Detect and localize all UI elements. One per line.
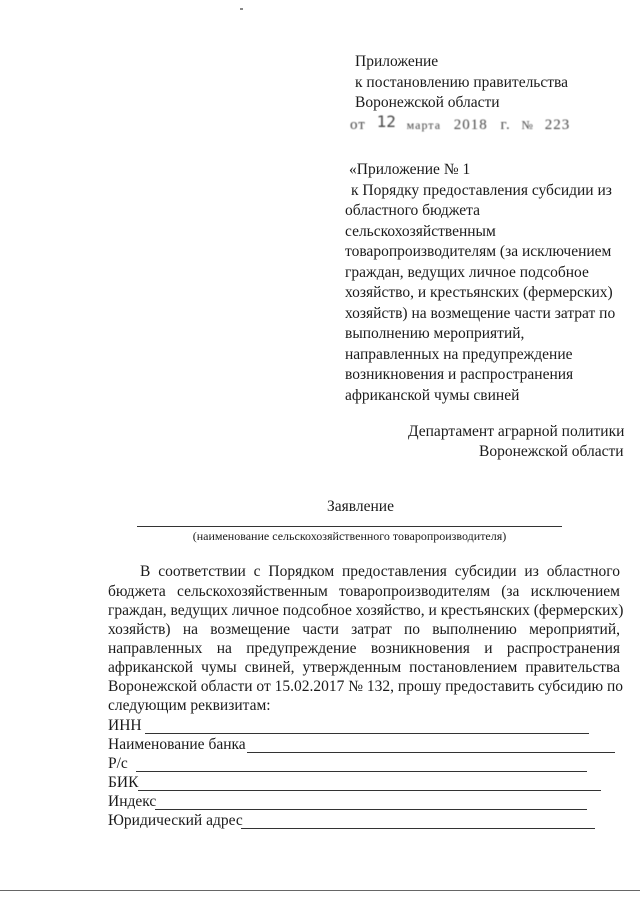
date-month: марта: [406, 118, 442, 132]
field-label-bank: Наименование банка: [108, 736, 246, 753]
body-line-3: граждан, ведущих личное подсобное хозяйство, и крестьянских (фермерских): [108, 602, 624, 619]
field-label-bik: БИК: [108, 774, 139, 791]
date-year: 2018: [453, 117, 488, 133]
date-number: 223: [544, 117, 571, 133]
appendix-line-3: областного бюджета: [345, 202, 480, 219]
appendix-line-10: направленных на предупреждение: [345, 346, 573, 363]
body-line-2: бюджета сельскохозяйственным товаропроизводителям (за исключением: [108, 583, 620, 600]
appendix-line-12: африканской чумы свиней: [345, 387, 520, 404]
appendix-line-8: хозяйств) на возмещение части затрат по: [345, 305, 616, 322]
body-line-7: Воронежской области от 15.02.2017 № 132, прошу предоставить субсидию по: [108, 678, 624, 695]
field-line-account[interactable]: [136, 771, 587, 772]
addressee-line-1: Департамент аграрной политики: [408, 423, 625, 440]
body-line-4: хозяйств) на возмещение части затрат по выполнению мероприятий,: [108, 621, 620, 638]
appendix-line-11: возникновения и распространения: [345, 366, 574, 383]
date-g: г.: [500, 117, 511, 133]
field-line-bik[interactable]: [138, 790, 601, 791]
appendix-line-6: граждан, ведущих личное подсобное: [345, 264, 589, 281]
header-line-1: Приложение: [355, 53, 439, 70]
body-line-8: следующим реквизитам:: [108, 697, 271, 714]
header-line-2: к постановлению правительства: [355, 74, 569, 91]
body-line-5: направленных на предупреждение возникновения и распространения: [108, 640, 620, 657]
field-line-bank[interactable]: [247, 752, 615, 753]
appendix-line-9: выполнению мероприятий,: [345, 325, 525, 342]
applicant-name-line: [137, 526, 562, 527]
body-line-1: В соответствии с Порядком предоставления субсидии из областного: [140, 563, 620, 580]
appendix-line-5: товаропроизводителям (за исключением: [345, 243, 612, 260]
date-prefix: от: [350, 117, 366, 133]
body-line-6: африканской чумы свиней, утвержденным постановлением правительства: [108, 659, 620, 676]
field-line-inn[interactable]: [145, 733, 589, 734]
date-no: №: [521, 118, 534, 132]
date-day: 12: [376, 112, 396, 131]
appendix-line-7: хозяйство, и крестьянских (фермерских): [345, 284, 613, 301]
scan-artifact: [240, 8, 243, 10]
appendix-line-4: сельскохозяйственным: [345, 223, 496, 240]
field-line-index[interactable]: [155, 809, 587, 810]
field-label-index: Индекс: [108, 793, 157, 810]
header-line-3: Воронежской области: [355, 94, 500, 111]
decree-date-stamp: [350, 114, 570, 134]
page-bottom-edge: [0, 890, 640, 891]
field-line-legal-address[interactable]: [241, 828, 595, 829]
appendix-line-1: «Приложение № 1: [349, 161, 471, 178]
field-label-legal-address: Юридический адрес: [108, 812, 243, 829]
field-label-inn: ИНН: [108, 717, 142, 734]
addressee-line-2: Воронежской области: [479, 443, 624, 460]
field-label-account: Р/с: [108, 755, 128, 772]
appendix-line-2: к Порядку предоставления субсидии из: [351, 182, 612, 199]
document-title: Заявление: [327, 498, 394, 515]
applicant-caption: (наименование сельскохозяйственного товаропроизводителя): [192, 529, 507, 543]
